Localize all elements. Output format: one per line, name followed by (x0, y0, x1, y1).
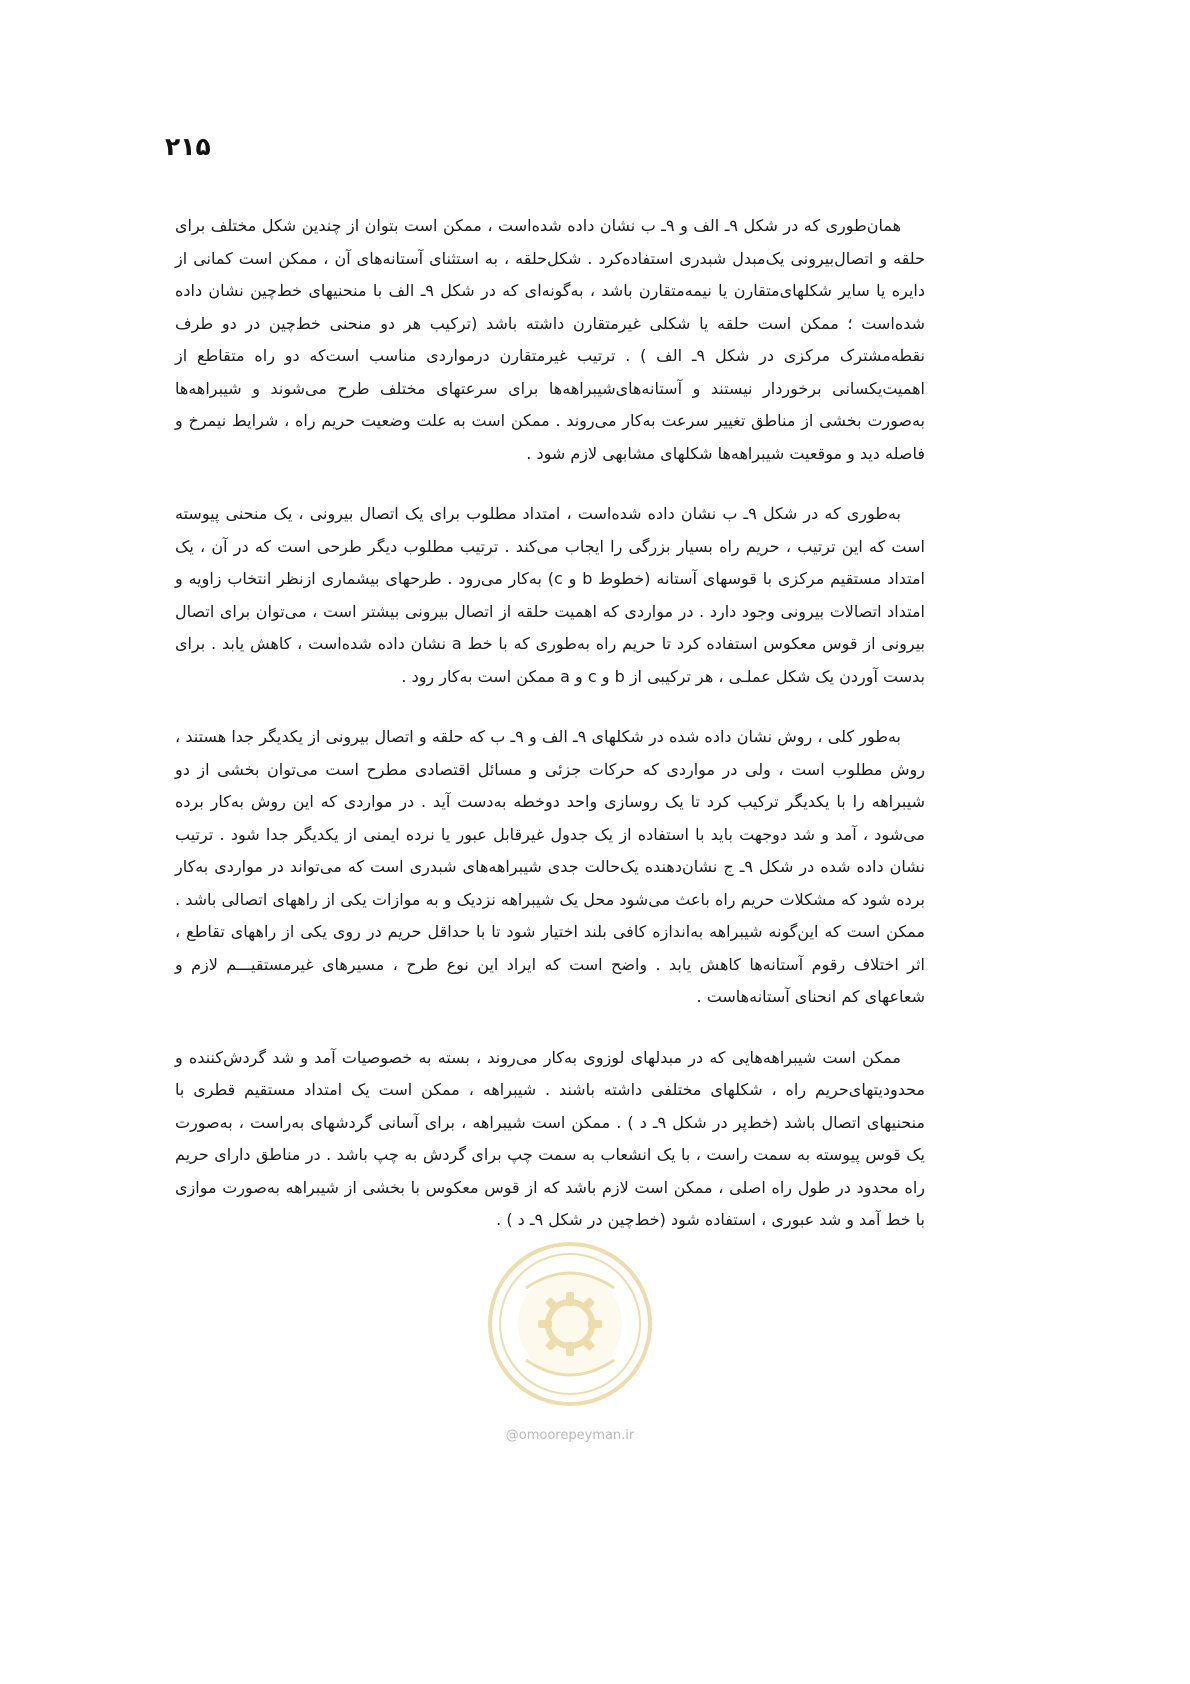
body-text (175, 210, 925, 1237)
paragraph-1: همان‌طوری که در شکل ۹ـ الف و ۹ـ ب نشان داده شده‌است ، ممکن است بتوان از چندین شکل مختلف برای حلقه و اتصال‌بیرونی یک‌مبدل شبدری استفاده‌کرد . شکل‌حلقه ، به استثنای آستانه‌های آن ، ممکن است کمانی از دایره یا سایر شکلهای‌متقارن یا نیمه‌متقارن باشد ، به‌گونه‌ای که در شکل ۹ـ الف با منحنیهای خط‌چین نشان داده شده‌است ؛ ممکن است حلقه یا شکلی غیرمتقارن داشته باشد (ترکیب هر دو منحنی خط‌چین در دو طرف نقطه‌مشترک مرکزی در شکل ۹ـ الف ) . ترتیب غیرمتقارن درمواردی مناسب است‌که دو راه متقاطع از اهمیت‌یکسانی برخوردار نیستند و آستانه‌های‌شیبراهه‌ها برای سرعتهای مختلف طرح می‌شوند و شیبراهه‌ها به‌صورت بخشی از مناطق تغییر سرعت به‌کار می‌روند . ممکن است به علت وضعیت حریم راه ، شرایط نیمرخ و فاصله دید و موقعیت شیبراهه‌ها شکلهای مشابهی لازم شود . (175, 216, 926, 463)
paragraph-3: به‌طور کلی ، روش نشان داده شده در شکلهای ۹ـ الف و ۹ـ ب که حلقه و اتصال بیرونی از یکدیگر جدا هستند ، روش مطلوب است ، ولی در مواردی که حرکات جزئی و مسائل اقتصادی مطرح است می‌توان بخشی از دو شیبراهه را با یکدیگر ترکیب کرد تا یک روسازی واحد دوخطه به‌دست آید . در مواردی که این روش به‌کار برده می‌شود ، آمد و شد دوجهت باید با استفاده از یک جدول غیرقابل عبور یا نرده ایمنی از یکدیگر جدا شود . ترتیب نشان داده شده در شکل ۹ـ ج نشان‌دهنده یک‌حالت جدی شیبراهه‌های شبدری است که می‌تواند در مواردی به‌کار برده شود که مشکلات حریم راه باعث می‌شود محل یک شیبراهه نزدیک و به موازات یکی از راههای اتصالی باشد . ممکن است که این‌گونه شیبراهه به‌اندازه کافی بلند اختیار شود تا با حداقل حریم در روی یکی از راههای تقاطع ، اثر اختلاف رقوم آستانه‌ها کاهش یابد . واضح است که ایراد این نوع طرح ، مسیرهای غیرمستقیـــم لازم و شعاعهای کم انحنای آستانه‌هاست . (175, 727, 926, 1006)
watermark-url: @omoorepeyman.ir (505, 1428, 635, 1443)
paragraph-2: به‌طوری که در شکل ۹ـ ب نشان داده شده‌است ، امتداد مطلوب برای یک اتصال بیرونی ، یک منحنی پیوسته است که این ترتیب ، حریم راه بسیار بزرگی را ایجاب می‌کند . ترتیب مطلوب دیگر طرحی است که در آن ، یک امتداد مستقیم مرکزی با قوسهای آستانه (خطوط b و c) به‌کار می‌رود . طرحهای بیشماری از‌نظر انتخاب زاویه و امتداد اتصالات بیرونی وجود دارد . در مواردی که اهمیت حلقه از اتصال بیرونی بیشتر است ، می‌توان برای اتصال بیرونی از قوس معکوس استفاده کرد تا حریم راه به‌طوری که با خط a نشان داده شده‌است ، کاهش یابد . برای بدست آوردن یک شکل عملـی ، هر ترکیبی از b و c و a ممکن است به‌کار رود . (175, 504, 926, 686)
page-number: ۲۱۵ (165, 132, 211, 161)
watermark-seal-icon (486, 1240, 654, 1408)
paragraph-4: ممکن است شیبراهه‌هایی که در مبدلهای لوزوی به‌کار می‌روند ، بسته به خصوصیات آمد و شد گردش‌کننده و محدودیتهای‌حریم راه ، شکلهای مختلفی داشته باشند . شیبراهه ، ممکن است یک امتداد مستقیم قطری با منحنیهای اتصال باشد (خط‌پر در شکل ۹ـ د ) . ممکن است شیبراهه ، برای آسانی گردشهای به‌راست ، به‌صورت یک قوس پیوسته به سمت راست ، با یک انشعاب به سمت چپ برای گردش به چپ باشد . در مناطق دارای حریم راه محدود در طول راه اصلی ، ممکن است لازم باشد که از قوس معکوس با بخشی از شیبراهه به‌صورت موازی با خط آمد و شد عبوری ، استفاده شود (خط‌چین در شکل ۹ـ د ) . (175, 1047, 926, 1229)
